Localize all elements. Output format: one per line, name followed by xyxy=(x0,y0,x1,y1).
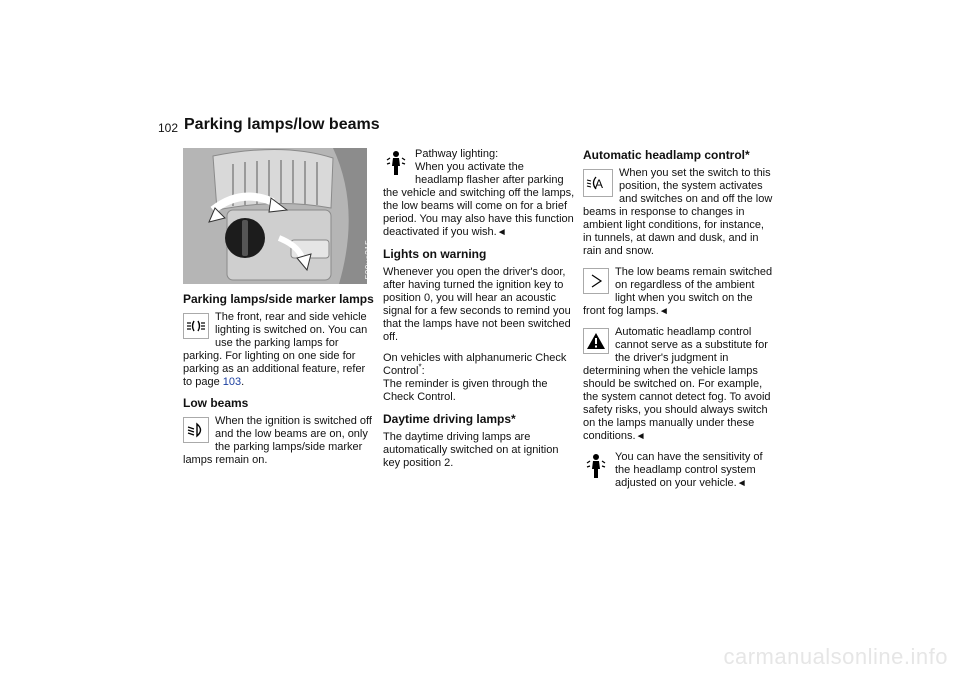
column-3 xyxy=(583,148,775,490)
page-number: 102 xyxy=(158,121,179,135)
low-beam-icon xyxy=(183,417,209,443)
column-2 xyxy=(383,148,575,470)
heading-lights-on-warning: Lights on warning xyxy=(383,247,487,261)
auto-headlamp-icon xyxy=(583,169,613,197)
heading-parking-lamps: Parking lamps/side marker lamps xyxy=(183,292,374,306)
parking-lamps-text: The front, rear and side vehicle lighting is switched on. You can use the parking lamps for parking. For lighting on one side for parking as an additional feature, refer to page xyxy=(183,311,368,388)
low-beams-text: When the ignition is switched off and the low beams are on, only the parking lamps/side marker lamps remain on. xyxy=(183,415,372,466)
pathway-lighting-label: Pathway lighting: xyxy=(415,148,499,160)
pathway-lighting-icon xyxy=(383,150,409,176)
heading-daytime-driving-lamps: Daytime driving lamps* xyxy=(383,412,516,426)
pathway-lighting-section xyxy=(383,148,575,239)
watermark-footer: carmanualsonline.info xyxy=(723,644,948,669)
low-beams-section xyxy=(183,415,375,467)
lights-on-warning-text: Whenever you open the driver's door, after having turned the ignition key to position 0, you will hear an acoustic signal for a few seconds to remind you that the lamps have not been switched off. xyxy=(383,266,571,343)
light-switch-illustration xyxy=(183,148,367,284)
heading-low-beams: Low beams xyxy=(183,396,249,410)
period: . xyxy=(241,376,245,388)
sensitivity-note xyxy=(583,451,775,490)
parking-lamps-icon xyxy=(183,313,209,339)
end-mark: ◄ xyxy=(635,431,646,442)
note-icon xyxy=(583,268,609,294)
automatic-headlamp-section xyxy=(583,167,775,258)
daytime-driving-lamps-section xyxy=(383,431,575,470)
svg-text:A: A xyxy=(595,177,604,191)
sensitivity-text: You can have the sensitivity of the headlamp control system adjusted on your vehicle. xyxy=(615,451,763,489)
page-title: Parking lamps/low beams xyxy=(184,116,380,133)
heading-automatic-headlamp-control: Automatic headlamp control* xyxy=(583,148,750,162)
safety-warning-text: Automatic headlamp control cannot serve as a substitute for the driver's judgment in determining when the vehicle lamps should be switched on. For example, the system cannot detect fog. To avoid safety risks, you should always switch on the lamps manually under these conditions. xyxy=(583,326,771,442)
photo-code: 530us215 xyxy=(364,240,374,280)
safety-warning xyxy=(583,326,775,443)
service-icon xyxy=(583,453,609,479)
optional-star: * xyxy=(418,362,422,372)
lights-on-warning-section xyxy=(383,266,575,404)
fog-lamps-note xyxy=(583,266,775,318)
end-mark: ◄ xyxy=(736,478,747,489)
end-mark: ◄ xyxy=(658,306,669,317)
daytime-driving-lamps-text: The daytime driving lamps are automatically switched on at ignition key position 2. xyxy=(383,431,559,469)
colon: : xyxy=(421,365,425,377)
light-switch-photo xyxy=(183,148,374,284)
fog-lamps-text: The low beams remain switched on regardless of the ambient light when you switch on the front fog lamps. xyxy=(583,266,773,317)
end-mark: ◄ xyxy=(496,227,507,238)
pathway-lighting-text: When you activate the headlamp flasher after parking the vehicle and switching off the lamps, the low beams will come on for a brief period. You may also have this function deactivated if you wish. xyxy=(383,161,575,238)
check-control-text: On vehicles with alphanumeric Check Control xyxy=(383,352,567,377)
warning-triangle-icon xyxy=(583,328,609,354)
column-1 xyxy=(183,148,375,467)
parking-lamps-section xyxy=(183,311,375,389)
page-link-103[interactable]: 103 xyxy=(222,376,242,388)
check-control-reminder: The reminder is given through the Check Control. xyxy=(383,378,548,403)
automatic-headlamp-text: When you set the switch to this position, the system activates and switches on and off the low beams in response to changes in ambient light conditions, for instance, in tunnels, at dawn and dusk, and in rain and snow. xyxy=(583,167,773,257)
